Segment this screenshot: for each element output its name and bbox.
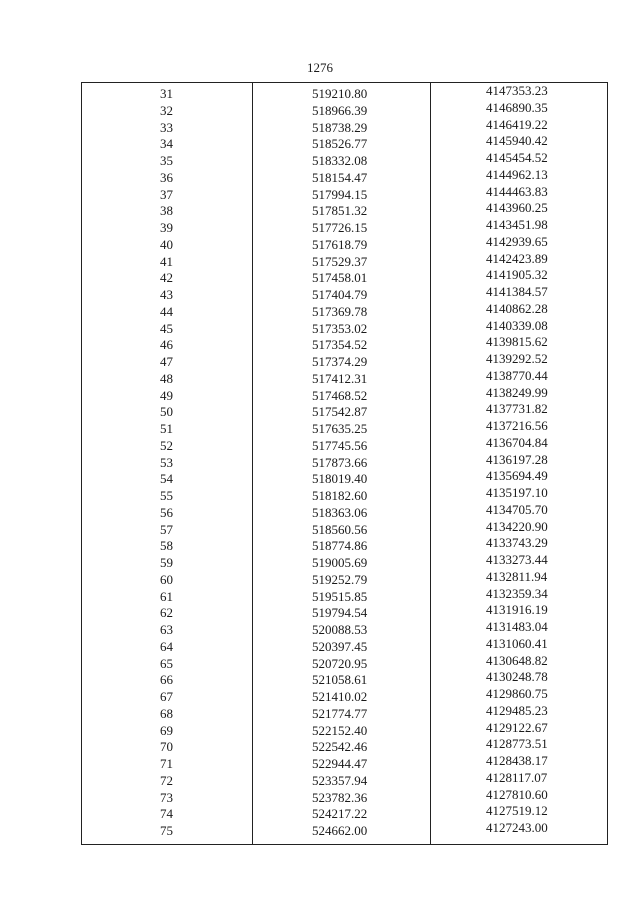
x-coordinate-cell: 518966.39 [312, 102, 368, 118]
point-number-cell: 64 [160, 638, 173, 654]
y-coordinate-cell: 4129122.67 [486, 719, 548, 735]
x-coordinate-cell: 524662.00 [312, 823, 368, 838]
point-number-cell: 68 [160, 705, 173, 721]
point-number-cell: 71 [160, 756, 173, 771]
x-coordinate-cell: 517529.37 [312, 253, 368, 269]
y-coordinate-cell: 4146890.35 [486, 99, 548, 115]
x-coordinate-cell: 517635.25 [312, 421, 368, 436]
x-coordinate-cell: 517404.79 [312, 287, 368, 302]
y-coordinate-cell: 4139292.52 [486, 351, 548, 366]
y-coordinate-cell: 4134220.90 [486, 518, 548, 534]
x-coordinate-cell: 522152.40 [312, 722, 368, 738]
y-coordinate-cell: 4130248.78 [486, 669, 548, 685]
x-coordinate-cell: 517726.15 [312, 220, 368, 235]
point-number-cell: 35 [160, 153, 173, 168]
x-coordinate-cell: 520088.53 [312, 622, 368, 637]
point-number-cell: 73 [160, 789, 173, 805]
y-coordinate-cell: 4131060.41 [486, 635, 548, 651]
y-coordinate-cell: 4137731.82 [486, 401, 548, 417]
y-coordinate-cell: 4127519.12 [486, 803, 548, 819]
coordinate-table [81, 82, 608, 845]
x-coordinate-cell: 517353.02 [312, 320, 368, 336]
x-coordinate-cell: 520397.45 [312, 638, 368, 654]
point-number-cell: 56 [160, 504, 173, 520]
y-coordinate-cell: 4128117.07 [486, 769, 548, 785]
y-coordinate-cell: 4141905.32 [486, 267, 548, 283]
point-number-cell: 58 [160, 538, 173, 554]
x-coordinate-cell: 519005.69 [312, 555, 368, 570]
point-number-cell: 61 [160, 588, 173, 604]
x-coordinate-cell: 523357.94 [312, 772, 368, 788]
y-coordinate-cell: 4138249.99 [486, 384, 548, 400]
point-number-cell: 34 [160, 136, 173, 152]
point-number-cell: 32 [160, 102, 173, 118]
x-coordinate-cell: 521058.61 [312, 672, 368, 688]
x-coordinate-cell: 517374.29 [312, 354, 368, 369]
point-number-cell: 47 [160, 354, 173, 369]
x-coordinate-cell: 517542.87 [312, 404, 368, 420]
point-number-cell: 41 [160, 253, 173, 269]
x-coordinate-cell: 518560.56 [312, 521, 368, 537]
y-coordinate-cell: 4132811.94 [486, 568, 548, 584]
point-number-cell: 42 [160, 270, 173, 286]
y-coordinate-cell: 4139815.62 [486, 334, 548, 350]
x-coordinate-cell: 517354.52 [312, 337, 368, 353]
point-number-cell: 59 [160, 555, 173, 570]
x-coordinate-cell: 519794.54 [312, 605, 368, 621]
y-coordinate-cell: 4136197.28 [486, 451, 548, 467]
x-coordinate-cell: 517994.15 [312, 186, 368, 202]
point-number-cell: 53 [160, 454, 173, 470]
point-number-cell: 62 [160, 605, 173, 621]
y-coordinate-cell: 4133743.29 [486, 535, 548, 551]
point-number-cell: 63 [160, 622, 173, 637]
x-coordinate-cell: 517745.56 [312, 437, 368, 453]
y-coordinate-cell: 4146419.22 [486, 116, 548, 132]
point-number-cell: 37 [160, 186, 173, 202]
point-number-cell: 69 [160, 722, 173, 738]
y-coordinate-cell: 4128773.51 [486, 736, 548, 752]
point-number-cell: 67 [160, 689, 173, 704]
x-coordinate-cell: 517851.32 [312, 203, 368, 219]
point-number-cell: 55 [160, 488, 173, 503]
point-number-cell: 38 [160, 203, 173, 219]
x-coordinate-cell: 517468.52 [312, 387, 368, 403]
point-number-cell: 48 [160, 370, 173, 386]
y-coordinate-cell: 4142939.65 [486, 233, 548, 249]
table-row [82, 820, 607, 840]
x-coordinate-cell: 524217.22 [312, 806, 368, 822]
y-coordinate-cell: 4140862.28 [486, 300, 548, 316]
point-number-cell: 44 [160, 303, 173, 319]
point-number-cell: 57 [160, 521, 173, 537]
y-coordinate-cell: 4132359.34 [486, 585, 548, 601]
x-coordinate-cell: 520720.95 [312, 655, 368, 671]
y-coordinate-cell: 4133273.44 [486, 552, 548, 567]
y-coordinate-cell: 4144962.13 [486, 166, 548, 182]
point-number-cell: 51 [160, 421, 173, 436]
x-coordinate-cell: 521410.02 [312, 689, 368, 704]
y-coordinate-cell: 4144463.83 [486, 183, 548, 199]
x-coordinate-cell: 518774.86 [312, 538, 368, 554]
point-number-cell: 36 [160, 169, 173, 185]
x-coordinate-cell: 519252.79 [312, 571, 368, 587]
x-coordinate-cell: 518182.60 [312, 488, 368, 503]
point-number-cell: 39 [160, 220, 173, 235]
y-coordinate-cell: 4127810.60 [486, 786, 548, 802]
x-coordinate-cell: 519515.85 [312, 588, 368, 604]
y-coordinate-cell: 4145454.52 [486, 150, 548, 165]
x-coordinate-cell: 522944.47 [312, 756, 368, 771]
y-coordinate-cell: 4129860.75 [486, 686, 548, 701]
x-coordinate-cell: 518526.77 [312, 136, 368, 152]
x-coordinate-cell: 522542.46 [312, 739, 368, 755]
page-number: 1276 [307, 60, 333, 75]
point-number-cell: 46 [160, 337, 173, 353]
x-coordinate-cell: 518332.08 [312, 153, 368, 168]
x-coordinate-cell: 517873.66 [312, 454, 368, 470]
y-coordinate-cell: 4140339.08 [486, 317, 548, 333]
x-coordinate-cell: 517458.01 [312, 270, 368, 286]
x-coordinate-cell: 517369.78 [312, 303, 368, 319]
x-coordinate-cell: 521774.77 [312, 705, 368, 721]
y-coordinate-cell: 4138770.44 [486, 367, 548, 383]
y-coordinate-cell: 4127243.00 [486, 820, 548, 835]
x-coordinate-cell: 518154.47 [312, 169, 368, 185]
y-coordinate-cell: 4145940.42 [486, 133, 548, 149]
x-coordinate-cell: 518738.29 [312, 119, 368, 135]
y-coordinate-cell: 4135197.10 [486, 485, 548, 500]
point-number-cell: 45 [160, 320, 173, 336]
x-coordinate-cell: 517412.31 [312, 370, 368, 386]
y-coordinate-cell: 4129485.23 [486, 702, 548, 718]
table-body [82, 83, 607, 840]
y-coordinate-cell: 4135694.49 [486, 468, 548, 484]
point-number-cell: 65 [160, 655, 173, 671]
y-coordinate-cell: 4131483.04 [486, 619, 548, 634]
y-coordinate-cell: 4131916.19 [486, 602, 548, 618]
y-coordinate-cell: 4143451.98 [486, 217, 548, 232]
point-number-cell: 54 [160, 471, 173, 487]
point-number-cell: 70 [160, 739, 173, 755]
y-coordinate-cell: 4137216.56 [486, 418, 548, 433]
x-coordinate-cell: 518363.06 [312, 504, 368, 520]
point-number-cell: 40 [160, 236, 173, 252]
y-coordinate-cell: 4142423.89 [486, 250, 548, 266]
y-coordinate-cell: 4143960.25 [486, 200, 548, 216]
point-number-cell: 72 [160, 772, 173, 788]
y-coordinate-cell: 4136704.84 [486, 434, 548, 450]
point-number-cell: 31 [160, 86, 173, 101]
y-coordinate-cell: 4147353.23 [486, 83, 548, 98]
x-coordinate-cell: 523782.36 [312, 789, 368, 805]
point-number-cell: 74 [160, 806, 173, 822]
point-number-cell: 52 [160, 437, 173, 453]
y-coordinate-cell: 4141384.57 [486, 284, 548, 299]
point-number-cell: 60 [160, 571, 173, 587]
point-number-cell: 33 [160, 119, 173, 135]
x-coordinate-cell: 517618.79 [312, 236, 368, 252]
x-coordinate-cell: 519210.80 [312, 86, 368, 101]
point-number-cell: 50 [160, 404, 173, 420]
point-number-cell: 75 [160, 823, 173, 838]
point-number-cell: 43 [160, 287, 173, 302]
point-number-cell: 49 [160, 387, 173, 403]
x-coordinate-cell: 518019.40 [312, 471, 368, 487]
point-number-cell: 66 [160, 672, 173, 688]
y-coordinate-cell: 4130648.82 [486, 652, 548, 668]
y-coordinate-cell: 4134705.70 [486, 501, 548, 517]
y-coordinate-cell: 4128438.17 [486, 753, 548, 768]
